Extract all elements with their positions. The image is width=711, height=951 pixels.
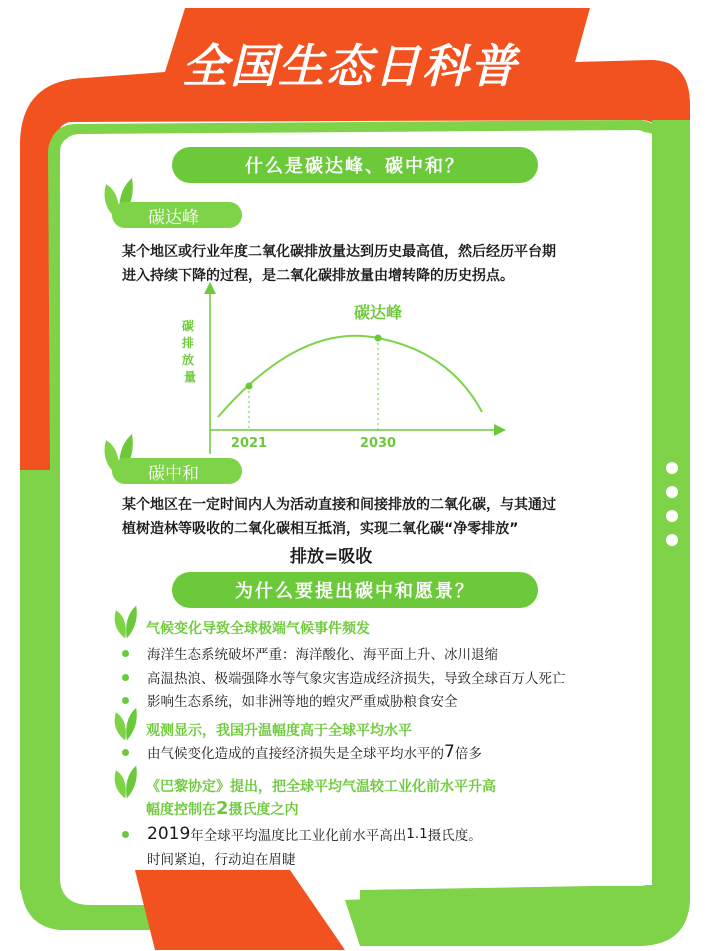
side-dot-4 [666, 534, 678, 546]
leaf-icon [108, 764, 144, 800]
group3-heading-pre: 幅度控制在 [146, 802, 216, 818]
bullet-dot [122, 697, 129, 704]
group3-heading-number: 2 [216, 798, 229, 819]
peak-tag [112, 202, 242, 228]
group1-bullet [122, 667, 566, 687]
group1-bullet [122, 690, 458, 710]
group2-heading: 观测显示，我国升温幅度高于全球平均水平 [146, 723, 412, 739]
bullet-text: 影响生态系统，如非洲等地的蝗灾严重威胁粮食安全 [147, 694, 458, 710]
side-dot-2 [666, 486, 678, 498]
side-dot-1 [666, 462, 678, 474]
group3-heading-post: 摄氏度之内 [228, 802, 299, 818]
side-dot-3 [666, 510, 678, 522]
neutral-desc [122, 493, 632, 541]
group2-bullet [122, 742, 482, 762]
chart-tick-2030: 2030 [359, 436, 397, 451]
neutral-formula: 排放=吸收 [290, 547, 373, 567]
leaf-icon [108, 604, 144, 640]
poster-title: 全国生态日科普 [182, 39, 518, 93]
bullet-text-post: 倍多 [454, 746, 482, 762]
section2-heading: 为什么要提出碳中和愿景？ [172, 572, 538, 608]
group3-heading [146, 776, 496, 821]
chart-point-2021 [246, 383, 253, 390]
bullet-dot [122, 831, 129, 838]
neutral-tag-label: 碳中和 [148, 463, 199, 484]
section1-heading: 什么是碳达峰、碳中和？ [172, 147, 538, 183]
neutral-tag [112, 458, 242, 484]
frame-right-band [652, 120, 690, 890]
bullet-text: 海洋生态系统破坏严重：海洋酸化、海平面上升、冰川退缩 [147, 647, 498, 663]
leaf-icon [108, 706, 144, 742]
group1-bullet [122, 643, 498, 663]
bullet-text-pre: 由气候变化造成的直接经济损失是全球平均水平的 [147, 746, 444, 762]
bullet-unit: 摄氏度。 [427, 828, 482, 844]
group3-heading-line1: 《巴黎协定》提出，把全球平均气温较工业化前水平升高 [146, 779, 496, 795]
chart-y-label: 碳 排 放 量 [181, 319, 197, 384]
group3-subline: 时间紧迫，行动迫在眉睫 [147, 852, 296, 868]
neutral-desc-line2: 植树造林等吸收的二氧化碳相互抵消，实现二氧化碳“净零排放” [122, 521, 519, 537]
chart-point-2030 [375, 335, 382, 342]
bullet-dot [122, 650, 129, 657]
bullet-number: 7 [444, 742, 455, 762]
chart-curve [218, 336, 482, 417]
peak-tag-label: 碳达峰 [148, 207, 199, 228]
chart-peak-label: 碳达峰 [353, 303, 403, 322]
bullet-text: 年全球平均温度比工业化前水平高出 [190, 828, 407, 844]
chart-tick-2021: 2021 [230, 436, 268, 451]
bullet-dot [122, 674, 129, 681]
peak-desc-line1: 某个地区或行业年度二氧化碳排放量达到历史最高值，然后经历平台期 [122, 244, 556, 260]
bullet-value: 1.1 [406, 826, 428, 842]
bullet-text: 高温热浪、极端强降水等气象灾害造成经济损失，导致全球百万人死亡 [147, 671, 566, 687]
peak-desc [122, 240, 622, 288]
bullet-year: 2019 [147, 824, 191, 844]
group1-heading: 气候变化导致全球极端气候事件频发 [146, 621, 370, 637]
bullet-dot [122, 749, 129, 756]
group3-heading-line2 [146, 798, 496, 821]
neutral-desc-line1: 某个地区在一定时间内人为活动直接和间接排放的二氧化碳，与其通过 [122, 497, 556, 513]
frame-left-band [20, 470, 58, 890]
group3-bullet [122, 824, 482, 844]
peak-chart [170, 282, 510, 462]
peak-desc-line2: 进入持续下降的过程，是二氧化碳排放量由增转降的历史拐点。 [122, 268, 514, 284]
